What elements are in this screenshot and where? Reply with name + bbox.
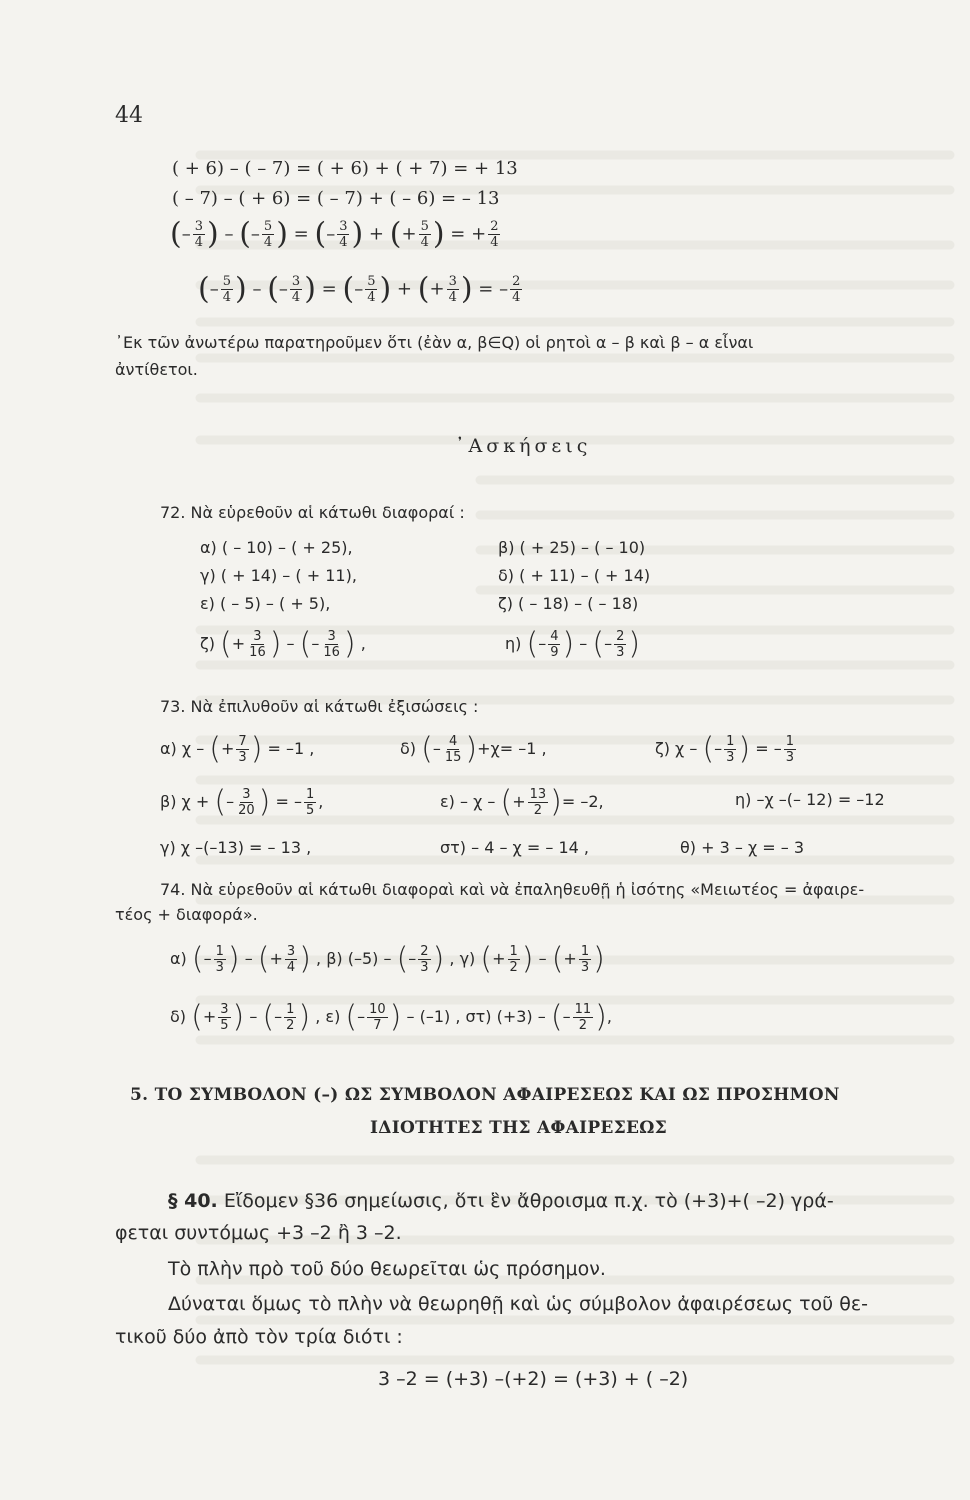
equation-2: ( – 7) – ( + 6) = ( – 7) + ( – 6) = – 13	[172, 188, 500, 209]
ex73-a: α) χ – (+ $\frac{7}{3}$ ) = –1 ,	[160, 731, 315, 767]
ex72-title: 72. Νὰ εὑρεθοῦν αἱ κάτωθι διαφοραί :	[160, 503, 465, 522]
section-heading-line-1: 5. ΤΟ ΣΥΜΒΟΛΟΝ (–) ΩΣ ΣΥΜΒΟΛΟΝ ΑΦΑΙΡΕΣΕΩΣ ΚΑΙ ΩΣ ΠΡΟΣΗΜΟΝ	[130, 1085, 840, 1105]
ex73-st: στ) – 4 – χ = – 14 ,	[440, 838, 589, 857]
ex72-b: β) ( + 25) – ( – 10)	[498, 538, 646, 557]
ex73-th: θ) + 3 – χ = – 3	[680, 838, 805, 857]
paragraph-40-line-4: Δύναται ὅμως τὸ πλὴν νὰ θεωρηθῇ καὶ ὡς σύμβολον ἀφαιρέσεως τοῦ θε-	[168, 1293, 868, 1315]
ex73-d: δ) (– $\frac{4}{15}$ )+χ= –1 ,	[400, 731, 547, 767]
ex74-title-2: τέος + διαφορά».	[115, 905, 258, 924]
ex72-h: η) (– $\frac{4}{9}$ ) – (– $\frac{2}{3}$ )	[505, 626, 641, 662]
ex73-e: ε) – χ – (+ $\frac{13}{2}$ )= –2,	[440, 784, 604, 820]
equation-1: ( + 6) – ( – 7) = ( + 6) + ( + 7) = + 13	[172, 158, 518, 179]
equation-4: (– $\frac{5}{4}$ ) – (– $\frac{3}{4}$ ) = (– $\frac{5}{4}$ ) + (+ $\frac{3}{4}$ ) = – $\frac{2}{4}$	[198, 271, 521, 307]
observation-line-1: ᾿Εκ τῶν ἀνωτέρω παρατηροῦμεν ὅτι (ἐὰν α, β∈Q) οἱ ρητοὶ α – β καὶ β – α εἶναι	[115, 333, 754, 352]
observation-line-2: ἀντίθετοι.	[115, 360, 198, 379]
page-number: 44	[115, 103, 143, 128]
ex73-h: η) –χ –(– 12) = –12	[735, 790, 885, 809]
paragraph-40-line-1: § 40. Εἴδομεν §36 σημείωσις, ὅτι ἓν ἄθροισμα π.χ. τὸ (+3)+( –2) γρά-	[168, 1190, 834, 1212]
paragraph-40-formula: 3 –2 = (+3) –(+2) = (+3) + ( –2)	[378, 1368, 689, 1390]
ex73-b: β) χ + (– $\frac{3}{20}$ ) = – $\frac{1}{5}$ ,	[160, 784, 324, 820]
ex72-a: α) ( – 10) – ( + 25),	[200, 538, 353, 557]
paragraph-40-line-2: φεται συντόμως +3 –2 ἢ 3 –2.	[115, 1222, 402, 1244]
ex72-z: ζ) ( – 18) – ( – 18)	[498, 594, 639, 613]
ex72-e: ε) ( – 5) – ( + 5),	[200, 594, 331, 613]
paragraph-40-line-3: Τὸ πλὴν πρὸ τοῦ δύο θεωρεῖται ὡς πρόσημον.	[168, 1258, 606, 1280]
paragraph-40-line-5: τικοῦ δύο ἀπὸ τὸν τρία διότι :	[115, 1326, 403, 1348]
ex74-title-1: 74. Νὰ εὑρεθοῦν αἱ κάτωθι διαφοραὶ καὶ νὰ ἐπαληθευθῇ ἡ ἰσότης «Μειωτέος = ἀφαιρε-	[160, 880, 865, 899]
fraction: $\frac{3}{4}$	[194, 219, 203, 250]
ex72-z2: ζ) (+ $\frac{3}{16}$ ) – (– $\frac{3}{16}$ ) ,	[200, 626, 366, 662]
exercises-heading: ᾿Ασκήσεις	[455, 435, 592, 457]
ex73-c: γ) χ –(–13) = – 13 ,	[160, 838, 312, 857]
ex72-c: γ) ( + 14) – ( + 11),	[200, 566, 357, 585]
equation-3: (– $\frac{3}{4}$ ) – (– $\frac{5}{4}$ ) = (– $\frac{3}{4}$ ) + (+ $\frac{5}{4}$ ) = + $\frac{2}{4}$	[170, 216, 499, 252]
ex72-d: δ) ( + 11) – ( + 14)	[498, 566, 651, 585]
paragraph-number: § 40.	[168, 1190, 218, 1212]
ex73-z: ζ) χ – (– $\frac{1}{3}$ ) = – $\frac{1}{3}$	[655, 731, 795, 767]
ex73-title: 73. Νὰ ἐπιλυθοῦν αἱ κάτωθι ἐξισώσεις :	[160, 697, 479, 716]
ex74-row-2: δ) (+ $\frac{3}{5}$ ) – (– $\frac{1}{2}$ ) , ε) (– $\frac{10}{7}$ ) – (–1) , στ) (+3) – (– $\frac{11}{2}$ ),	[170, 999, 612, 1035]
section-heading-line-2: ΙΔΙΟΤΗΤΕΣ ΤΗΣ ΑΦΑΙΡΕΣΕΩΣ	[370, 1118, 668, 1138]
ex74-row-1: α) (– $\frac{1}{3}$ ) – (+ $\frac{3}{4}$ ) , β) (–5) – (– $\frac{2}{3}$ ) , γ) (+ $\frac{1}{2}$ ) – (+ $\frac{1}{3}$ )	[170, 941, 605, 977]
